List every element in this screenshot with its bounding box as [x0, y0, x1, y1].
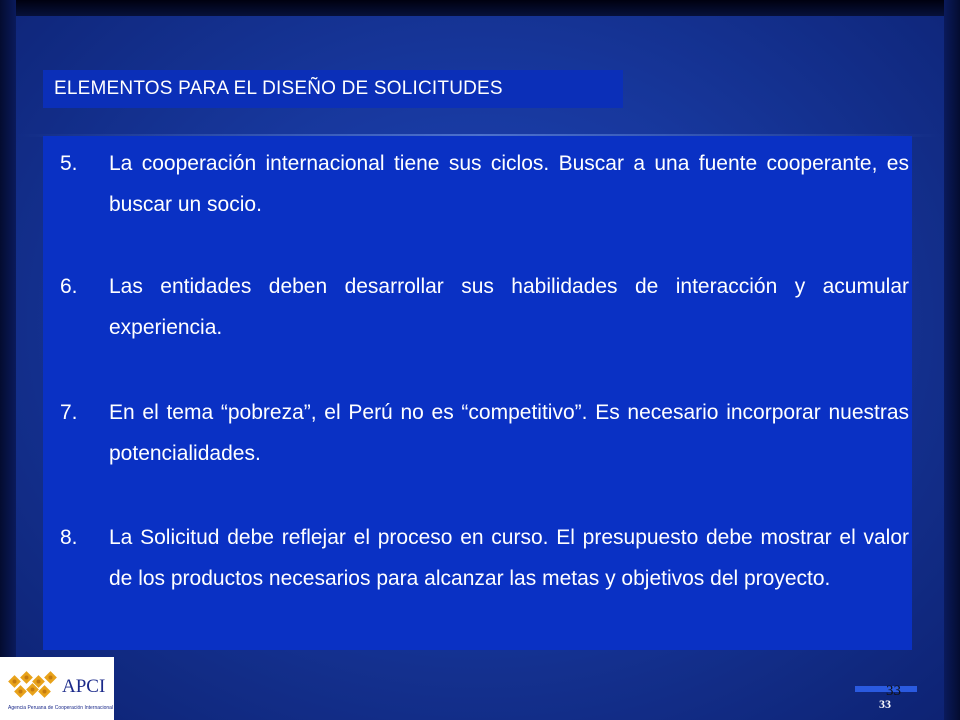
item-number: 8.: [60, 526, 78, 549]
item-number: 7.: [60, 401, 78, 424]
page-number: 33: [886, 683, 901, 699]
logo-name: APCI: [62, 676, 106, 697]
page-number-secondary: 33: [879, 697, 891, 711]
item-text: La Solicitud debe reflejar el proceso en curso. El presupuesto debe mostrar el valor de los productos necesarios para alcanzar las metas y objetivos del proyecto.: [109, 526, 909, 590]
item-text: En el tema “pobreza”, el Perú no es “competitivo”. Es necesario incorporar nuestras potencialidades.: [109, 401, 909, 465]
slide-title-text: ELEMENTOS PARA EL DISEÑO DE SOLICITUDES: [54, 78, 503, 99]
slide-title: [43, 70, 623, 108]
right-frame: [944, 0, 960, 720]
item-number: 5.: [60, 152, 78, 175]
logo-subtitle: Agencia Peruana de Cooperación Internacional: [8, 705, 114, 711]
item-text: Las entidades deben desarrollar sus habilidades de interacción y acumular experiencia.: [109, 275, 909, 339]
item-text: La cooperación internacional tiene sus ciclos. Buscar a una fuente cooperante, es buscar un socio.: [109, 152, 909, 216]
apci-logo-mark-icon: [8, 671, 60, 703]
item-number: 6.: [60, 275, 78, 298]
apci-logo: [0, 657, 114, 720]
top-frame: [0, 0, 960, 16]
left-frame: [0, 0, 16, 720]
